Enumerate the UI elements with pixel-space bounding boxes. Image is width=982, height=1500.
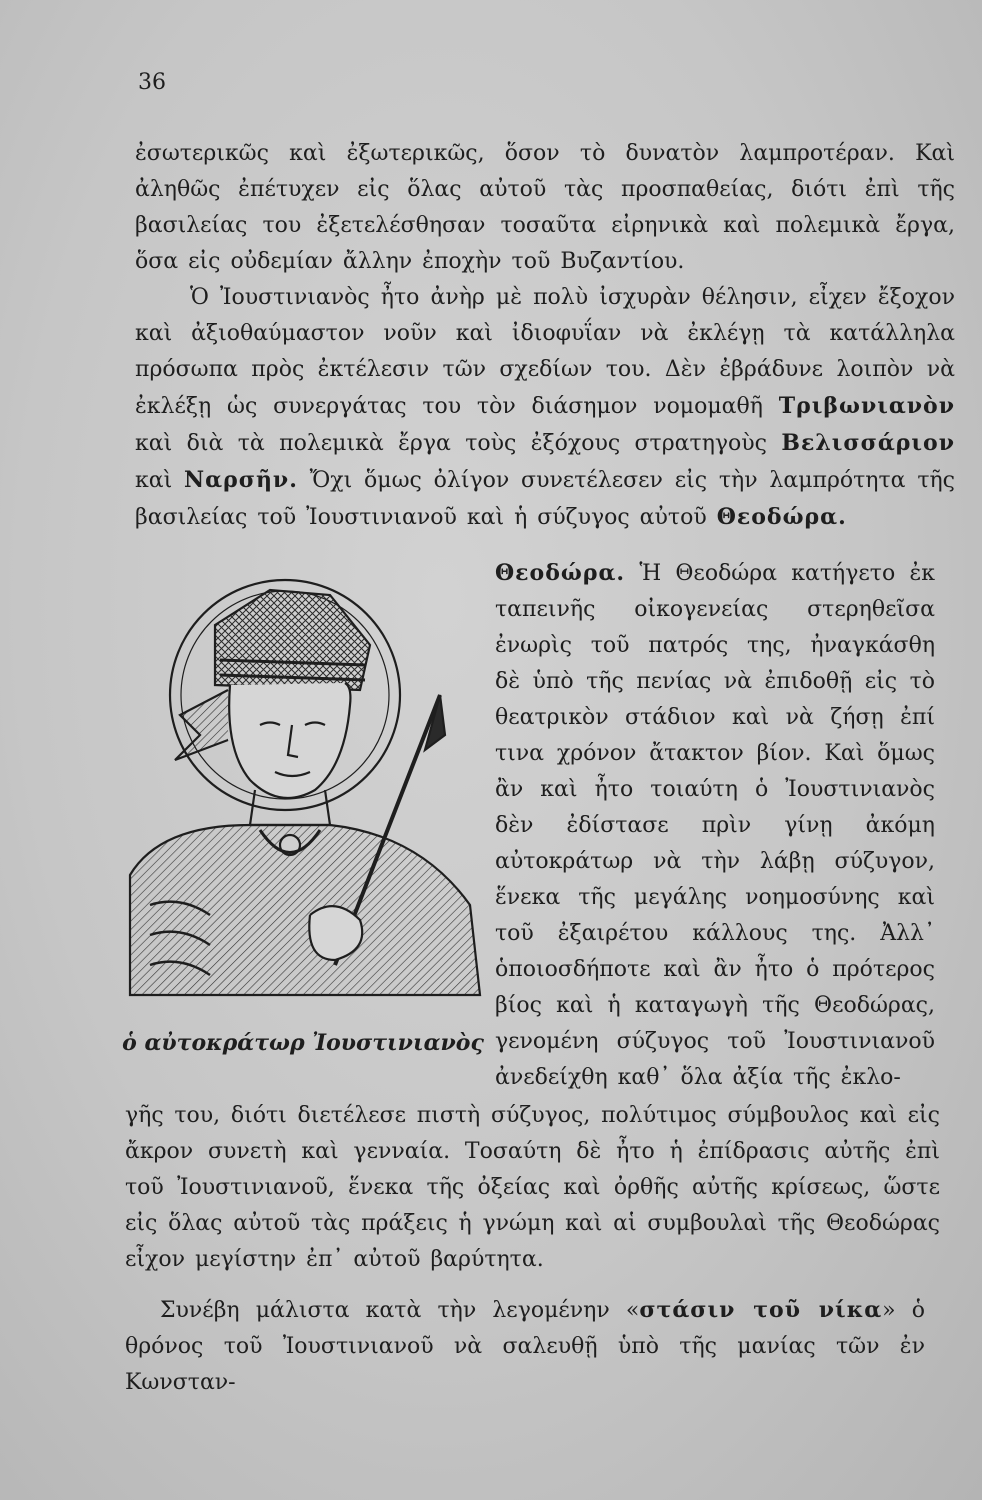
paragraph-theodora (495, 555, 935, 1096)
section-heading-theodora: Θεοδώρα. (495, 560, 626, 586)
justinian-portrait-illustration (120, 575, 490, 1005)
name-theodora: Θεοδώρα. (716, 504, 847, 530)
name-belisarius: Βελισσάριον (781, 430, 955, 456)
paragraph-theodora-text: Ἡ Θεοδώρα κατήγετο ἐκ ταπεινῆς οἰκογενείας στερηθεῖσα ἐνωρὶς τοῦ πατρός της, ἠναγκάσθη δὲ ὑπὸ τῆς πενίας νὰ ἐπιδοθῇ εἰς τὸ θεατρικὸν στάδιον καὶ νὰ ζήσῃ ἐπί τινα χρόνον ἄτακτον βίον. Καὶ ὅμως ἂν καὶ ἦτο τοιαύτη ὁ Ἰουστινιανὸς δὲν ἐδίστασε πρὶν γίνῃ ἀκόμη αὐτοκράτωρ νὰ τὴν λάβῃ σύζυγον, ἕνεκα τῆς μεγάλης νοημοσύνης καὶ τοῦ ἐξαιρέτου κάλλους της. Ἀλλ᾽ ὁποιοσδήποτε καὶ ἂν ἦτο ὁ πρότερος βίος καὶ ἡ καταγωγὴ τῆς Θεοδώρας, γενομένη σύζυγος τοῦ Ἰουστινιανοῦ ἀνεδείχθη καθ᾽ ὅλα ἀξία τῆς ἐκλο- (495, 561, 935, 1090)
paragraph-nika-text-2: » ὁ θρόνος τοῦ Ἰουστινιανοῦ νὰ σαλευθῇ ὑπὸ τῆς μανίας τῶν ἐν Κωνσταν- (125, 1298, 925, 1395)
cloak (130, 825, 480, 995)
paragraph-justinian-text-1: Ὁ Ἰουστινιανὸς ἦτο ἀνὴρ μὲ πολὺ ἰσχυρὰν θέλησιν, εἶχεν ἔξοχον καὶ ἀξιοθαύμαστον νοῦν καὶ ἰδιοφυΐαν νὰ ἐκλέγῃ τὰ κατάλληλα πρόσωπα πρὸς ἐκτέλεσιν τῶν σχεδίων του. Δὲν ἐβράδυνε λοιπὸν νὰ ἐκλέξῃ ὡς συνεργάτας του τὸν διάσημον νομομαθῆ (135, 285, 955, 419)
paragraph-justinian-text-3: καὶ (135, 468, 173, 493)
portrait-caption: ὁ αὐτοκράτωρ Ἰουστινιανὸς (122, 1030, 484, 1056)
paragraph-nika-text-1: Συνέβη μάλιστα κατὰ τὴν λεγομένην « (160, 1298, 640, 1323)
page-number: 36 (138, 70, 166, 95)
paragraph-intro: ἐσωτερικῶς καὶ ἐξωτερικῶς, ὅσον τὸ δυνατὸν λαμπροτέραν. Καὶ ἀληθῶς ἐπέτυχεν εἰς ὅλας αὐτοῦ τὰς προσπαθείας, διότι ἐπὶ τῆς βασιλείας του ἐξετελέσθησαν τοσαῦτα εἰρηνικὰ καὶ πολεμικὰ ἔργα, ὅσα εἰς οὐδεμίαν ἄλλην ἐποχὴν τοῦ Βυζαντίου. (135, 141, 955, 274)
paragraph-theodora-continued: γῆς του, διότι διετέλεσε πιστὴ σύζυγος, πολύτιμος σύμβουλος καὶ εἰς ἄκρον συνετὴ καὶ γενναία. Τοσαύτη δὲ ἦτο ἡ ἐπίδρασις αὐτῆς ἐπὶ τοῦ Ἰουστινιανοῦ, ἕνεκα τῆς ὀξείας καὶ ὀρθῆς αὐτῆς κρίσεως, ὥστε εἰς ὅλας αὐτοῦ τὰς πράξεις ἡ γνώμη καὶ αἱ συμβουλαὶ τῆς Θεοδώρας εἶχον μεγίστην ἐπ᾽ αὐτοῦ βαρύτητα. (125, 1103, 940, 1272)
paragraph-nika-riots (125, 1292, 925, 1401)
paragraph-justinian-text-2: καὶ διὰ τὰ πολεμικὰ ἔργα τοὺς ἐξόχους στρατηγοὺς (135, 431, 767, 456)
name-narses: Ναρσῆν. (184, 467, 298, 493)
term-nika-riots: στάσιν τοῦ νίκα (639, 1297, 883, 1323)
name-tribonian: Τριβωνιανὸν (778, 393, 955, 419)
paragraph-justinian-text-4: Ὄχι ὅμως ὀλίγον συνετέλεσεν εἰς τὴν λαμπρότητα τῆς βασιλείας τοῦ Ἰουστινιανοῦ καὶ ἡ σύζυγος αὐτοῦ (135, 468, 955, 530)
paragraph-justinian (135, 280, 955, 536)
